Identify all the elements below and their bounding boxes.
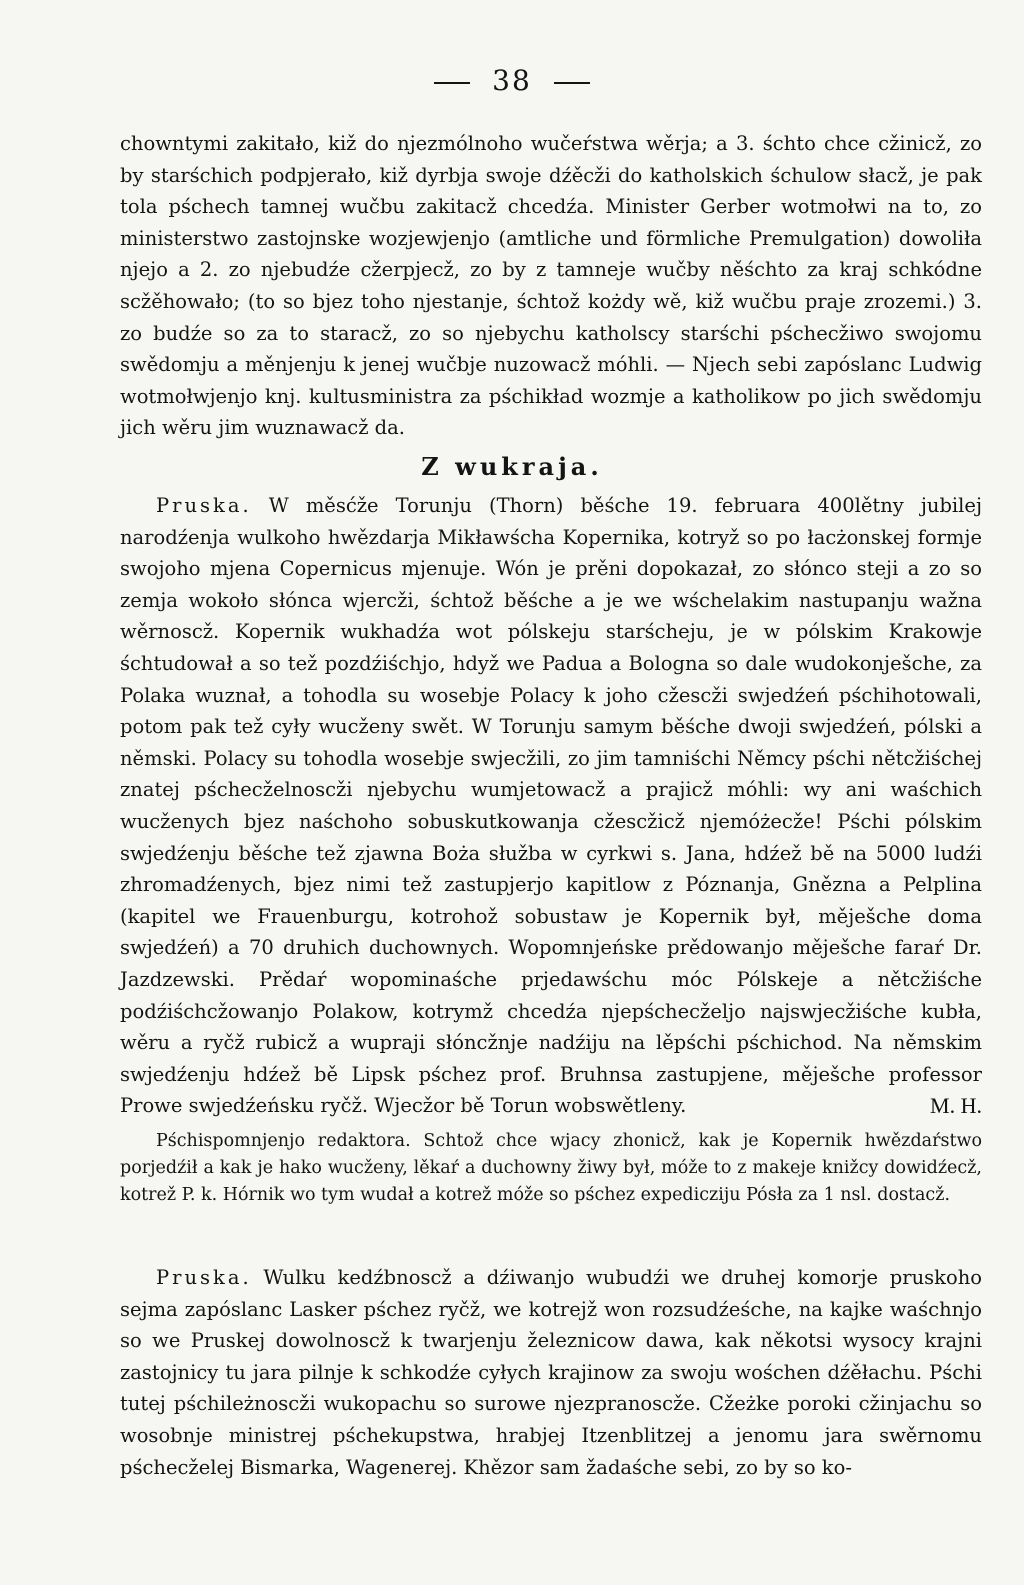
paragraph-minister-reply: chowntymi zakitało, kiž do njezmólnoho wučeŕstwa wěrja; a 3. śchto chce cžinicž, zo by starśchich podpjerało, kiž dyrbja swoje dźěcži do katholskich śchulow słacž, je pak tola pśchech tamnej wučbu zakitacž chcedźa. Minister Gerber wotmołwi na to, zo ministerstwo zastojnske wozjewjenjo (amtliche und förmliche Premulgation) dowoliła njejo a 2. zo njebudźe cžerpjecž, zo by z tamneje wučby něśchto za kraj schkódne scžěhowało; (to so bjez toho njestanje, śchtož kożdy wě, kiž wučbu praje zrozemi.) 3. zo budźe so za to staracž, zo so njebychu katholscy starśchi pśchecžiwo swojomu swědomju a měnjenju k jenej wučbje nuzowacž móhli. — Njech sebi zapóslanc Ludwig wotmołwjenjo knj. kultusministra za pśchikład wozmje a katholikow po jich swědomju jich wěru jim wuznawacž da.	[120, 132, 982, 440]
country-lead-prussia-2: Pruska.	[156, 1266, 252, 1289]
country-lead-prussia: Pruska.	[156, 494, 252, 517]
author-signature: M. H.	[930, 1093, 982, 1119]
paragraph-lasker	[120, 1262, 982, 1483]
page-number: 38	[0, 64, 1024, 97]
paragraph-copernicus	[120, 490, 982, 1122]
section-heading: Z wukraja.	[421, 452, 603, 481]
paragraph-lasker-body: Wulku kedźbnoscž a dźiwanjo wubudźi we druhej komorje pruskoho sejma zapóslanc Lasker pśchez ryčž, we kotrejž won rozsudźeśche, na kajke waśchnjo so we Pruskej dowolnoscž k twarjenju železnicow dawa, kak někotsi wysocy krajni zastojnicy tu jara pilnje k schkodźe cyłych krajinow za swoju wośchen dźěłachu. Pśchi tutej pśchileżnoscži wukopachu so surowe njezpranoscže. Cžeżke poroki cžinjachu so wosobnje ministrej pśchekupstwa, hrabjej Itzenblitzej a jenomu jara swěrnomu pśchecželej Bismarka, Wagenerej. Khězor sam žadaśche sebi, zo by so ko-	[120, 1266, 982, 1479]
paragraph-copernicus-body: W měsćže Torunju (Thorn) běśche 19. februara 400lětny jubilej narodźenja wulkoho hwězdarja Mikławścha Kopernika, kotryž so po łacżonskej formje swojoho mjena Copernicus mjenuje. Wón je prěni dopokazał, zo słónco steji a zo so zemja wokoło słónca wjercži, śchtož běśche a je we wśchelakim nastupanju wažna wěrnoscž. Kopernik wukhadźa wot pólskeju starścheju, je w pólskim Krakowje śchtudował a so tež pozdźiśchjo, hdyž we Padua a Bologna so dale wudokonješche, za Polaka wuznał, a tohodla su wosebje Polacy k joho cžescži swjedźeń pśchihotowali, potom pak tež cyły wucženy swět. W Torunju samym běśche dwoji swjedźeń, pólski a němski. Polacy su tohodla wosebje swjecžili, zo jim tamniśchi Němcy pśchi nětcžiśchej znatej pśchecželnoscži njebychu wumjetowacž a prajicž móhli: wy ani waśchich wucženych bjez naśchoho sobuskutkowanja cžescžicž njemóżecže! Pśchi pólskim swjedźenju běśche tež zjawna Boża słužba w cyrkwi s. Jana, hdźež bě na 5000 ludźi zhromadźenych, bjez nimi tež zastupjerjo kapitlow z Póznanja, Gnězna a Pelplina (kapitel we Frauenburgu, kotrohož sobustaw je Kopernik był, měješche doma swjedźeń) a 70 druhich duchownych. Wopomnjeńske prědowanjo měješche faraŕ Dr. Jazdzewski. Prědaŕ wopominaśche prjedawśchu móc Pólskeje a nětcžiśche podźiśchcžowanjo Polakow, kotrymž chcedźa njepśchecželjo najswjecžiśche kubła, wěru a ryčž rubicž a wupraji słóncžnje nadźiju na lěpśchi pśchichod. Na němskim swjedźenju hdźež bě Lipsk pśchez prof. Bruhnsa zastupjene, měješche professor Prowe swjedźeńsku ryčž. Wjecžor bě Torun wobswětleny.	[120, 494, 982, 1118]
page-number-dash-left	[434, 82, 470, 84]
editor-note: Pśchispomnjenjo redaktora. Schtož chce wjacy zhonicž, kak je Kopernik hwězdaŕstwo porjedźił a kak je hako wucženy, lěkaŕ a duchowny žiwy był, móže to z makeje knižcy dowidźecž, kotrež P. k. Hórnik wo tym wudał a kotrež móže so pśchez expedicziju Pósła za 1 nsl. dostacž.	[120, 1131, 982, 1205]
page-number-dash-right	[554, 82, 590, 84]
